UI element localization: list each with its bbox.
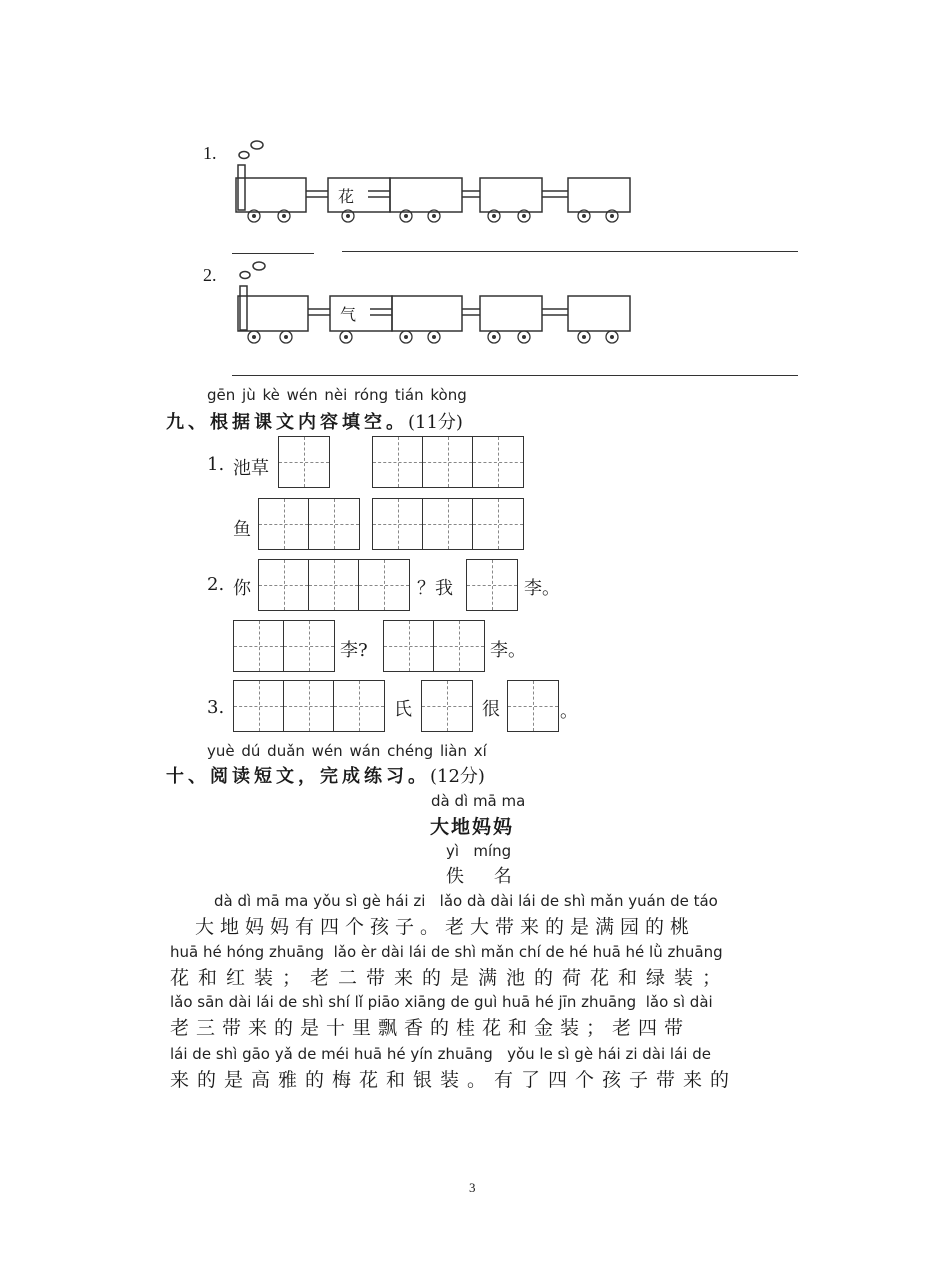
story-title: 大地妈妈 <box>430 816 515 838</box>
q3-answer-grid-a[interactable] <box>233 680 385 732</box>
train-1-diagram <box>228 135 638 230</box>
q2-line2-mid: 李? <box>340 640 368 661</box>
q2-number: 2. <box>207 574 225 595</box>
smoke-puff <box>239 152 249 159</box>
q3-end: 。 <box>560 701 578 722</box>
carriage-4 <box>568 296 630 331</box>
q1-number: 1. <box>207 454 225 475</box>
carriage-3 <box>480 178 542 212</box>
engine-body <box>236 178 306 212</box>
carriage-3 <box>480 296 542 331</box>
q2-answer-grid-a[interactable] <box>258 559 410 611</box>
q1-answer-grid-a[interactable] <box>278 436 330 488</box>
section-10-pinyin: yuè dú duǎn wén wán chéng liàn xí <box>207 742 487 760</box>
carriage-2 <box>390 178 462 212</box>
q2-end: 李。 <box>524 578 560 599</box>
story-line-4: 来的是高雅的梅花和银装。有了四个孩子带来的 <box>170 1069 738 1091</box>
page-number: 3 <box>469 1180 476 1195</box>
answer-line[interactable] <box>232 375 798 376</box>
section-9-pinyin: gēn jù kè wén nèi róng tián kòng <box>207 386 467 404</box>
q1-answer-grid-c[interactable] <box>258 498 360 550</box>
smoke-puff <box>253 262 265 270</box>
carriage-2 <box>392 296 462 331</box>
section-9-title: 九、根据课文内容填空。(11分) <box>166 412 463 433</box>
answer-line[interactable] <box>342 251 798 252</box>
q3-answer-grid-c[interactable] <box>507 680 559 732</box>
engine-body <box>238 296 308 331</box>
story-line-1-pinyin: dà dì mā ma yǒu sì gè hái zi lǎo dà dài lái de shì mǎn yuán de táo <box>214 892 718 910</box>
section-10-title: 十、阅读短文，完成练习。(12分) <box>166 766 485 787</box>
q2-line2-end: 李。 <box>490 640 526 661</box>
q3-number: 3. <box>207 697 225 718</box>
q3-mid1: 氏 <box>394 699 412 720</box>
smoke-puff <box>240 272 250 279</box>
q1-line2-prefix: 鱼 <box>233 519 251 540</box>
q3-answer-grid-b[interactable] <box>421 680 473 732</box>
answer-line[interactable] <box>232 253 314 254</box>
story-line-2-pinyin: huā hé hóng zhuāng lǎo èr dài lái de shì mǎn chí de hé huā hé lǜ zhuāng <box>170 943 723 961</box>
chimney <box>238 165 245 210</box>
q1-prefix: 池草 <box>233 458 269 479</box>
smoke-puff <box>251 141 263 149</box>
train-2-diagram <box>228 258 638 353</box>
story-line-1: 大地妈妈有四个孩子。老大带来的是满园的桃 <box>170 916 696 938</box>
story-line-3-pinyin: lǎo sān dài lái de shì shí lǐ piāo xiāng de guì huā hé jīn zhuāng lǎo sì dài <box>170 993 713 1011</box>
q2-prefix: 你 <box>233 578 251 599</box>
author: 佚 名 <box>446 866 524 887</box>
q2-answer-grid-b[interactable] <box>466 559 518 611</box>
q2-answer-grid-c[interactable] <box>233 620 335 672</box>
train-1-carriage-char: 花 <box>338 187 355 206</box>
q2-answer-grid-d[interactable] <box>383 620 485 672</box>
train-2-number: 2. <box>203 265 217 285</box>
train-2-carriage-char: 气 <box>340 305 357 324</box>
author-pinyin: yì míng <box>446 842 512 860</box>
story-line-4-pinyin: lái de shì gāo yǎ de méi huā hé yín zhuāng yǒu le sì gè hái zi dài lái de <box>170 1045 711 1063</box>
q3-mid2: 很 <box>482 699 500 720</box>
carriage-4 <box>568 178 630 212</box>
q1-answer-grid-d[interactable] <box>372 498 524 550</box>
story-line-2: 花和红装；老二带来的是满池的荷花和绿装； <box>170 967 731 989</box>
train-1-number: 1. <box>203 143 217 163</box>
q2-mid: ？我 <box>417 578 453 599</box>
story-line-3: 老三带来的是十里飘香的桂花和金装；老四带 <box>170 1017 691 1039</box>
story-title-pinyin: dà dì mā ma <box>431 792 526 810</box>
chimney <box>240 286 247 330</box>
q1-answer-grid-b[interactable] <box>372 436 524 488</box>
